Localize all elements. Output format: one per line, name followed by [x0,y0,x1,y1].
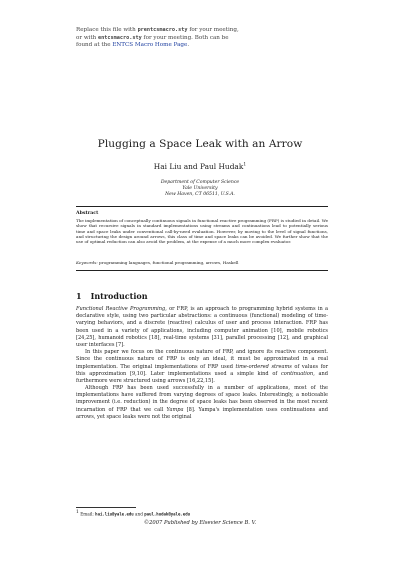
keywords-label: Keywords: [76,260,98,265]
keywords [76,260,328,265]
abstract-bottom-rule [76,270,328,271]
section-title: Introduction [90,291,148,301]
authors [0,162,400,171]
emphasis: time-ordered streams [235,363,292,370]
abstract-text: The implementation of conceptually continuous signals in functional reactive programming (FRP) is studied in detail. We show that recursive signals in standard implementations using streams and continuations lead to potentially serious time and space leaks under conventional call-by-need evaluation. However, by moving to the level of signal functions, and structuring the design around arrows, this class of time and space leaks can be avoided. We further show that the use of optimal reduction can also avoid the problem, at the expense of a much more complex evaluator. [76,218,328,245]
notice-text: for your meeting. Both can be [141,34,229,41]
footnote-number: 1 [76,510,79,515]
notice-text: for your meeting, [187,27,239,33]
footnote-text: and [133,511,145,517]
body-text [76,306,328,421]
notice-filename: entcsmacro.sty [98,34,142,41]
footnote [76,510,190,516]
paragraph-text: Although FRP has been used successfully in a number of applications, most of the implementations have suffered from varying degrees of space leaks. Interestingly, a noticeable improvement (i.e. reduction) in the degree of space leaks has been observed in the most recent incarnation of FRP that we call [76,385,328,413]
notice-text: found at the [76,42,113,49]
email-address[interactable]: paul.hudak@yale.edu [144,511,191,517]
paragraph [76,385,328,421]
notice-text: or with [76,34,99,41]
macro-home-link[interactable]: ENTCS Macro Home Page [112,42,188,49]
section-number: 1 [76,291,82,301]
footnote-mark[interactable]: 1 [243,162,247,168]
paragraph-text: In this paper we focus on the continuous nature of FRP, and ignore its reactive component. Since the continuous nature of FRP is only an ideal, it must be approximated in a real implementation. The original implementations of FRP used [76,349,328,370]
keywords-list: programming languages, functional programming, arrows, Haskell [99,260,239,265]
author-names: Hai Liu and Paul Hudak [153,162,244,171]
notice-filename: prentcsmacro.sty [137,27,188,33]
affiliation [0,180,400,199]
publisher-footer: ©2007 Published by Elsevier Science B. V. [143,520,257,526]
affiliation-department: Department of Computer Science [160,180,240,185]
abstract-heading: Abstract [76,211,99,216]
affiliation-address: New Haven, CT 06511, U.S.A. [165,192,235,198]
paragraph-text: [8]. Yampa's implementation uses continuations and arrows, yet space leaks were not the original [76,406,329,420]
abstract-top-rule [76,206,328,207]
affiliation-university: Yale University [182,186,218,192]
paragraph [76,349,328,385]
frp-term: Functional Reactive Programming [76,306,166,312]
paragraph-text: , and furthermore were structured using arrows [16,22,15]. [76,370,328,384]
paragraph-text: of values for this approximation [9,10]. Later implementations used a simple kind of [76,363,329,377]
footnote-text: Email: [80,511,96,517]
section-heading [76,291,148,301]
notice-text: . [187,42,190,49]
paragraph [76,306,328,349]
paragraph-text: , or FRP, is an approach to programming hybrid systems in a declarative style, using two particular abstractions: a continuous (functional) modeling of time-varying behaviors, and a discrete (reactive) calculus of user and process interaction. FRP has been used in a variety of applications, including computer animation [10], mobile robotics [24,25], humanoid robotics [18], real-time systems [31], parallel processing [12], and graphical user interfaces [7]. [76,306,328,348]
emphasis: continuation [280,370,314,377]
footnote-rule [76,507,136,508]
notice-text: Replace this file with [76,27,138,33]
emphasis: Yampa [166,406,184,413]
macro-notice [76,27,336,50]
paper-title: Plugging a Space Leak with an Arrow [97,138,303,150]
email-address[interactable]: hai.liu@yale.edu [95,511,134,517]
